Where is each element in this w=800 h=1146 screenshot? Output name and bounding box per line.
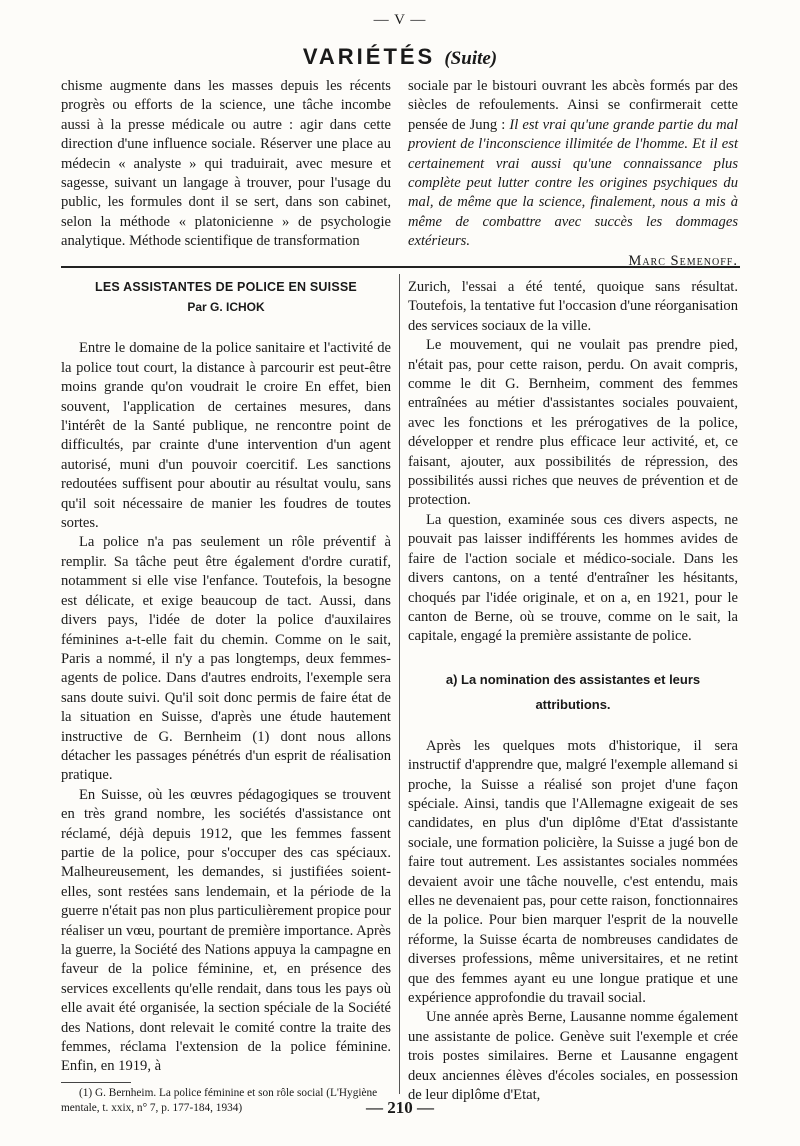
author-signature: Marc Semenoff.: [628, 252, 738, 269]
article-byline: Par G. ICHOK: [187, 300, 265, 314]
page-number: — 210 —: [366, 1098, 434, 1117]
article-paragraph: Après les quelques mots d'historique, il sera instructif d'apprendre que, malgré l'exemple allemand si proche, la Suisse a réalisé son projet d'une façon spéciale. Ainsi, tandis que l'Allemagne exigeait de ses candidates, en plus d'un diplôme d'Etat d'assistante sociale, une formation policière, la Suisse a jugé bon de faire tout autrement. Les assistantes sociales nommées devaient avoir une tâche nouvelle, c'est entendu, mais elles ne devenaient pas, pour cette raison, fonctionnaires de la police. Pour bien marquer l'esprit de la nouvelle réforme, la Suisse écarta de nombreuses candidates de diverses professions, même universitaires, et ne retint que des femmes ayant eu une longue pratique et une expérience approfondie du travail social.: [408, 737, 738, 1006]
section-title-suite: (Suite): [444, 48, 498, 69]
article-paragraph: Zurich, l'essai a été tenté, quoique sans résultat. Toutefois, la tentative fut l'occasion d'une réorganisation des services sociaux de la ville.: [408, 279, 738, 334]
article-paragraph: La question, examinée sous ces divers aspects, ne pouvait pas laisser indifférents les hommes avides de faire de l'action sociale et médico-sociale. Dans les divers cantons, on a tenté d'entraîner les hésitants, choqués par l'idée originale, et on a, en 1921, pour le canton de Berne, où se trouve, comme on le sait, la capitale, engagé la première assistante de police.: [408, 511, 738, 645]
previous-article-conclusion: [408, 77, 738, 252]
footnote-rule: [61, 1082, 131, 1083]
section-title: [0, 44, 800, 70]
footnote: (1) G. Bernheim. La police féminine et son rôle social (L'Hygiène mentale, t. xxix, n° 7, p. 177-184, 1934): [61, 1086, 378, 1114]
article-paragraph: Le mouvement, qui ne voulait pas prendre pied, n'était pas, pour cette raison, perdu. On avait compris, comme le dit G. Bernheim, comment des femmes entraînées au métier d'assistantes sociales pouvaient, avec les fonctions et les prérogatives de la police, développer et rendre plus efficace leur activité, et, ce faisant, ajouter, aux possibilités de répression, des possibilités aussi riches que neuves de prévention et de protection.: [408, 337, 738, 509]
article-paragraph: En Suisse, où les œuvres pédagogiques se trouvent en très grand nombre, les sociétés d'assistance ont réclamé, déjà depuis 1912, que les femmes fassent partie de la police, pour s'occuper des cas spéciaux. Malheureusement, les demandes, si justifiées soient-elles, sont restées sans lendemain, et la période de la guerre n'était pas non plus particulièrement propice pour réaliser un vœu, pourtant de première importance. Après la guerre, la Société des Nations appuya la campagne en faveur de la police féminine, et, en présence des services excellents qu'elle rendait, dans tous les pays où elle avait été organisée, la section spéciale de la Société des Nations, dont relevait le comité contre la traite des femmes, réclama l'extension de la police féminine. Enfin, en 1919, à: [61, 786, 391, 1075]
section-heading: a) La nomination des assistantes et leurs attributions.: [445, 671, 701, 712]
article-right-column: [408, 278, 738, 1105]
column-divider: [399, 274, 400, 1094]
article-paragraph: La police n'a pas seulement un rôle préventif à remplir. Sa tâche peut être également d'ordre curatif, notamment si elle vise l'enfance. Toutefois, la besogne est délicate, et exige beaucoup de tact. Aussi, dans divers pays, l'idée de doter la police d'auxilaires féminines a-t-elle fait du chemin. Comme on le sait, Paris a nommé, il n'y a pas longtemps, deux femmes-agents de police. Dans d'autres endroits, l'exemple sera sans doute suivi. Qu'il soit donc permis de faire état de la situation en Suisse, d'après une étude hautement instructive de G. Bernheim (1) dont nous allons détacher les passages pénétrés d'un esprit de réalisation pratique.: [61, 534, 391, 784]
article-paragraph: Entre le domaine de la police sanitaire et l'activité de la police tout court, la distance à parcourir est peut-être moins grande qu'on voudrait le croire En effet, bien souvent, l'application de certaines mesures, dans l'intérêt de la Santé publique, ne rencontre point de difficultés, par crainte d'une intervention d'un agent autorisé, muni d'un pouvoir coercitif. Les sanctions redoutées suffisent pour aboutir au résultat voulu, sans qu'il soit nécessaire de manier les foudres de toutes sortes.: [61, 340, 391, 532]
page-roman-numeral: — V —: [373, 12, 427, 28]
article-left-column: [61, 278, 391, 1116]
previous-article-paragraph: chisme augmente dans les masses depuis les récents progrès ou efforts de la science, une tâche incombe aussi à la presse médicale ou autre : agir dans cette direction d'une influence sociale. Réserver une place au médecin « analyste » qui traduirait, avec mesure et sagesse, suivant un langage à trouver, pour l'usage du public, les formules dont il se sert, dans son cabinet, selon la méthode « platonicienne » de psychologie analytique. Méthode scientifique de transformation: [61, 78, 391, 250]
article-title: LES ASSISTANTES DE POLICE EN SUISSE: [95, 280, 357, 294]
previous-article-left-column: [61, 77, 391, 252]
jung-quote: Il est vrai qu'une grande partie du mal provient de l'inconscience illimitée de l'homme. Et il est certainement vrai aussi qu'une connaissance plus complète peut lutter contre les origines psychiques du mal, de même que la science, finalement, nous a mis à même de combattre avec succès les dommages extérieurs.: [408, 116, 738, 250]
conclusion-plain-text: sociale par le bistouri ouvrant les abcès formés par des siècles de refoulements. Ainsi se confirmerait cette pensée de Jung :: [408, 78, 738, 133]
article-paragraph: Une année après Berne, Lausanne nomme également une assistante de police. Genève suit l'exemple et crée trois postes similaires. Berne et Lausanne engagent deux anciennes élèves d'écoles sociales, en possession de leur diplôme d'Etat,: [408, 1009, 738, 1104]
previous-article-right-column: [408, 77, 738, 271]
section-title-text: VARIÉTÉS: [302, 44, 436, 69]
article-separator-rule: [61, 266, 740, 268]
